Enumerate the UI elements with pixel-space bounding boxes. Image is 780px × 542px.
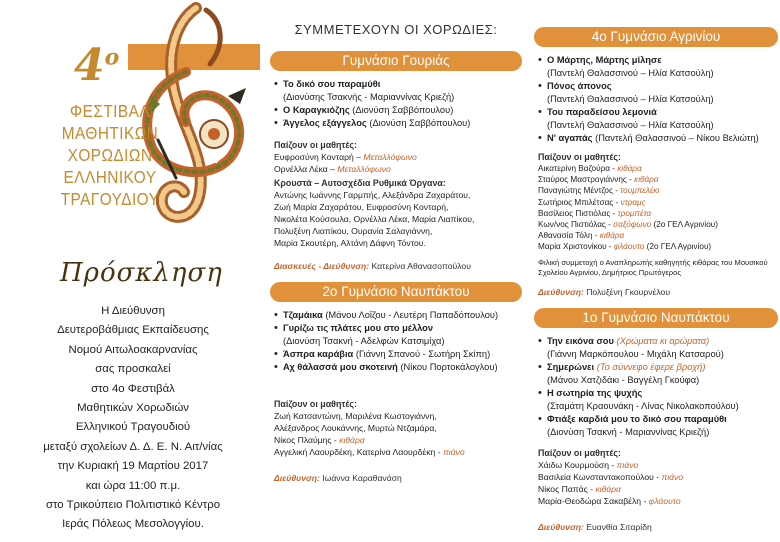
song-item: • Άγγελος εξάγγελος (Διονύση Σαββόπουλου) (274, 117, 520, 130)
song-item: • Ν' αγαπάς (Παντελή Θαλασσινού – Νίκου Βελιώτη) (538, 132, 776, 145)
song-item: • Σημερώνει (Το σύννεφο έφερε βροχή) (Μάνου Χατζιδάκι - Βαγγέλη Γκούφα) (538, 361, 776, 387)
song-list (274, 78, 520, 130)
song-item: • Το δικό σου παραμύθι (Διονύσης Τσακνής - Μαριαννίνας Κριεζή) (274, 78, 520, 104)
student-line: Μαρία-Θεοδώρα Σακαβέλη - φλάουτο (538, 495, 681, 506)
students-heading: Παίζουν οι μαθητές: (538, 152, 621, 162)
school-banner-2nd-nafpaktos: 2ο Γυμνάσιο Ναυπάκτου (270, 282, 522, 302)
song-item: • Άσπρα καράβια (Γιάννη Σπανού - Σωτήρη Σκίπη) (274, 348, 520, 361)
student-line: Αλέξανδρος Λουκάννης, Μυρτώ Ντζαμάρα, (274, 423, 437, 433)
students-heading: Παίζουν οι μαθητές: (538, 447, 621, 458)
song-item: • Ο Μάρτης, Μάρτης μίλησε (Παντελή Θαλασσινού – Ηλία Κατσούλη) (538, 54, 776, 80)
festival-title: ΦΕΣΤΙΒΑΛ ΜΑΘΗΤΙΚΩΝ ΧΟΡΩΔΙΩΝ ΕΛΛΗΝΙΚΟΥ ΤΡΑΓΟΥΔΙΟΥ (60, 101, 160, 209)
song-item: • Την εικόνα σου (Χρώματα κι αρώματα) (Γιάννη Μαρκόπουλου - Μιχάλη Κατσαρού) (538, 335, 776, 361)
student-line: Παναγιώτης Μέντζος - τουμπελέκι (538, 186, 660, 196)
student-line: Αθανασία Τόλη - κιθάρα (538, 231, 625, 241)
student-line: Αγγελική Λαουρδέκη, Κατερίνα Λαουρδέκη - πιάνο (274, 447, 465, 457)
song-item: • Η σωτηρία της ψυχής (Σταμάτη Κραουνάκη - Λίνας Νικολακοπούλου) (538, 387, 776, 413)
student-line: Μαρία Σκουτέρη, Αλτάνη Δάφνη Τόντου. (274, 238, 426, 248)
students-heading: Παίζουν οι μαθητές: (274, 399, 357, 409)
director-line: Διεύθυνση: Ευανθία Σιταρίδη (538, 521, 652, 532)
song-list (538, 54, 776, 145)
director-line: Διεύθυνση: Πολυξένη Γκουρνέλου (538, 286, 671, 297)
choirs-panel-right (532, 0, 780, 542)
song-item: • Αχ θάλασσά μου σκοτεινή (Νίκου Πορτοκάλογλου) (274, 361, 520, 374)
festival-logo (0, 0, 260, 250)
student-line: Αντώνης Ιωάννης Γαρμπής, Αλεξάνδρα Ζαχαράτου, (274, 190, 471, 200)
students-heading: Παίζουν οι μαθητές: (274, 140, 357, 150)
song-item: • Γυρίζω τις πλάτες μου στο μέλλον (Διονύση Τσακνή - Αδελφών Κατσιμίχα) (274, 322, 520, 348)
song-item: • Πόνος άπονος (Παντελή Θαλασσινού – Ηλία Κατσούλη) (538, 80, 776, 106)
song-list (538, 335, 776, 439)
section-4th-agrinio (532, 54, 780, 298)
song-item: • Του παραδείσου λεμονιά (Παντελή Θαλασσινού – Ηλία Κατσούλη) (538, 106, 776, 132)
percussion-heading: Κρουστά – Αυτοσχέδια Ρυθμικά Όργανα: (274, 178, 446, 188)
school-banner-4th-agrinio: 4ο Γυμνάσιο Αγρινίου (534, 27, 778, 47)
guest-note: Φιλική συμμετοχή ο Αναπληρωτής καθηγητής κιθάρας του Μουσικού Σχολείου Αγρινίου, Δημήτριος Πρωτόγερος (538, 257, 768, 278)
song-item: • Φτιάξε καρδιά μου το δικό σου παραμύθι (Διονύση Τσακνή - Μαριαννίνας Κριεζή) (538, 413, 776, 439)
student-line: Αικατερίνη Βαζούρα - κιθάρα (538, 164, 642, 173)
student-line: Νίκος Παπάς - κιθάρα (538, 483, 621, 494)
song-item: • Τζαμάικα (Μάνου Λοΐζου - Λευτέρη Παπαδόπουλου) (274, 309, 520, 322)
student-line: Βασίλειος Πιστιόλας - τρομπέτα (538, 208, 652, 218)
student-line: Βασιλεία Κωνσταντακοπούλου - πιάνο (538, 471, 684, 482)
invitation-text: Η Διεύθυνση Δευτεροβάθμιας Εκπαίδευσης Νομού Αιτωλοακαρνανίας σας προσκαλεί στο 4ο Φεστιβάλ Μαθητικών Χορωδιών Ελληνικού Τραγουδιού μεταξύ σχολείων Δ. Δ. Ε. Ν. Αιτ/νίας την Κυριακή 19 Μαρτίου 2017 και ώρα 11:00 π.μ. στο Τρικούπειο Πολιτιστικό Κέντρο Ιεράς Πόλεως Μεσολογγίου. (43, 305, 223, 531)
student-line: Πολυξένη Λιαπίκου, Ουρανία Σαλαγιάννη, (274, 226, 433, 236)
section-1st-nafpaktos (532, 335, 780, 533)
song-list (274, 309, 520, 374)
director-line: Διασκευές - Διεύθυνση: Κατερίνα Αθανασοπούλου (274, 261, 471, 271)
choirs-panel-middle (268, 0, 524, 542)
invitation-panel (0, 0, 260, 542)
school-banner-1st-nafpaktos: 1ο Γυμνάσιο Ναυπάκτου (534, 308, 778, 328)
student-line: Ευφροσύνη Κονταρή – Μεταλλόφωνο (274, 152, 417, 162)
student-line: Σωτήριος Μπιλέτσας - ντραμς (538, 197, 646, 207)
festival-number: $4^o$ (74, 40, 120, 91)
student-line: Κων/νος Πιστιόλας - σαξόφωνο (2ο ΓΕΛ Αγρινίου) (538, 220, 718, 230)
invitation-heading: Πρόσκληση (60, 258, 223, 288)
school-banner-gourias: Γυμνάσιο Γουριάς (270, 51, 522, 71)
student-line: Ορνέλλα Λέκα – Μεταλλόφωνο (274, 164, 391, 174)
section-gourias (268, 78, 524, 272)
student-line: Νίκος Πλαύμης - κιθάρα (274, 435, 365, 445)
song-item: • Ο Καραγκιόζης (Διονύση Σαββόπουλου) (274, 104, 520, 117)
student-line: Σταύρος Μαστρογιάννης - κιθάρα (538, 175, 659, 185)
student-line: Νικολέτα Κούσουλα, Ορνέλλα Λέκα, Μαρία Λιαπίκου, (274, 214, 475, 224)
choirs-heading: ΣΥΜΜΕΤΕΧΟΥΝ ΟΙ ΧΟΡΩΔΙΕΣ: (294, 22, 498, 37)
student-line: Ζωή Μαρία Ζαχαράτου, Ευφροσύνη Κονταρή, (274, 202, 449, 212)
student-line: Χάιδω Κουρμούση - πιάνο (538, 459, 639, 470)
student-line: Μαρία Χριστονίκου - φλάουτο (2ο ΓΕΛ Αγρινίου) (538, 242, 712, 252)
director-line: Διεύθυνση: Ιωάννα Καραθανάση (274, 473, 402, 483)
section-2nd-nafpaktos (268, 309, 524, 484)
student-line: Ζωή Κατσαντώνη, Μαριλένα Κωστογιάννη, (274, 411, 437, 421)
